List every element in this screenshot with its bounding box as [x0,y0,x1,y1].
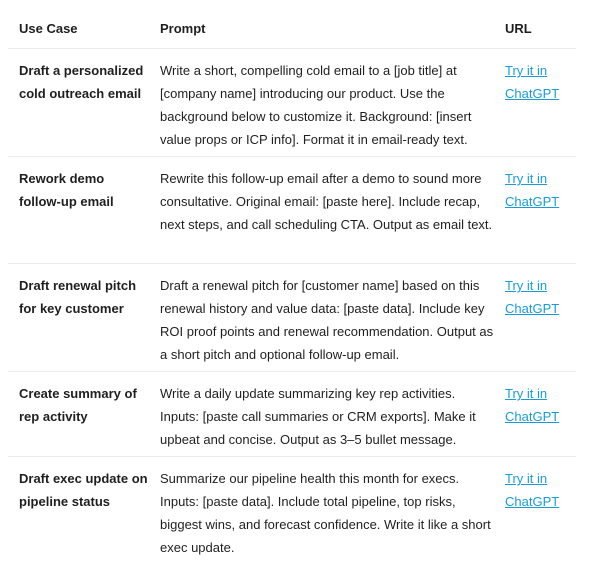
table-row [8,157,576,264]
prompt-cell: Write a short, compelling cold email to a [job title] at [company name] introducing our product. Use the background below to customize it. Background: [insert value props or ICP info]. Format it in email-ready text. [160,63,472,147]
prompt-cell: Summarize our pipeline health this month for execs. Inputs: [paste data]. Include total pipeline, top risks, biggest wins, and forecast confidence. Write it like a short exec update. [160,471,491,555]
try-in-chatgpt-link[interactable]: Try it in ChatGPT [505,63,560,101]
header-prompt: Prompt [160,21,206,36]
use-case-cell: Create summary of rep activity [19,386,137,424]
header-url: URL [505,21,532,36]
prompt-cell: Rewrite this follow-up email after a demo to sound more consultative. Original email: [paste here]. Include recap, next steps, and call scheduling CTA. Output as email text. [160,171,493,232]
use-case-cell: Draft renewal pitch for key customer [19,278,137,316]
try-in-chatgpt-link[interactable]: Try it in ChatGPT [505,171,560,209]
use-case-cell: Draft a personalized cold outreach email [19,63,144,101]
table-row [8,264,576,372]
table-row [8,49,576,157]
try-in-chatgpt-link[interactable]: Try it in ChatGPT [505,386,560,424]
try-in-chatgpt-link[interactable]: Try it in ChatGPT [505,471,560,509]
use-case-cell: Rework demo follow-up email [19,171,114,209]
try-in-chatgpt-link[interactable]: Try it in ChatGPT [505,278,560,316]
prompt-cell: Draft a renewal pitch for [customer name] based on this renewal history and value data: [paste data]. Include key ROI proof points and renewal recommendation. Output as a short pitch and optional follow-up email. [160,278,494,362]
table-row [8,457,576,564]
table-header [8,0,576,49]
prompt-cell: Write a daily update summarizing key rep activities. Inputs: [paste call summaries or CRM exports]. Make it upbeat and concise. Output as 3–5 bullet message. [160,386,476,447]
use-case-cell: Draft exec update on pipeline status [19,471,148,509]
table-row [8,372,576,457]
header-use-case: Use Case [19,21,78,36]
